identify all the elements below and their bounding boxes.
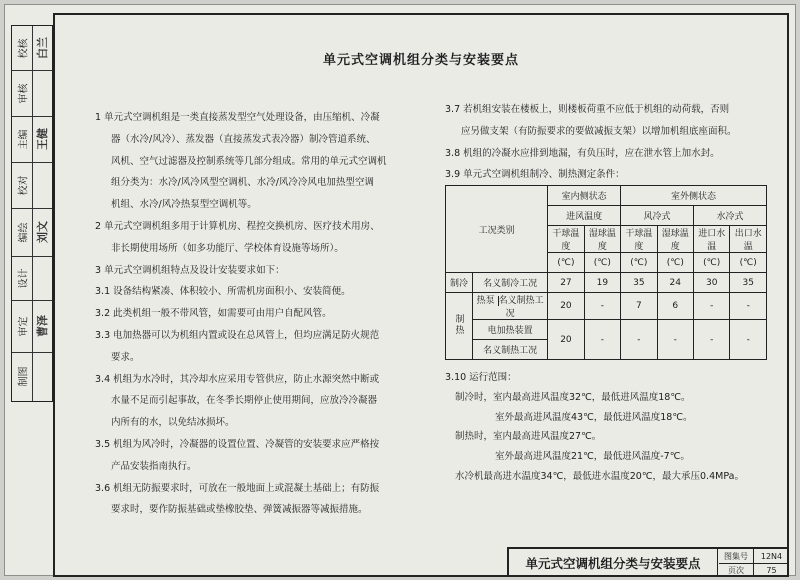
note-line: 1 单元式空调机组是一类直接蒸发型空气处理设备，由压缩机、冷凝 [95,112,380,123]
table-header-watercool: 水冷式 [694,206,767,226]
signoff-role: 校对 [12,162,33,208]
page-number-value: 75 [766,565,777,575]
signoff-cell [12,26,52,71]
table-cell: 35 [621,273,657,293]
drawing-frame [53,13,789,577]
signoff-cell [12,116,52,163]
signoff-cell [12,256,52,301]
title-block-name: 单元式空调机组分类与安装要点 [509,549,718,577]
signoff-role: 校核 [12,26,33,70]
table-cell: 35 [730,273,767,293]
signoff-signature: 白兰 [36,37,49,59]
note-line: 3.6 机组无防振要求时，可放在一般地面上或混凝土基础上；有防振 [95,482,380,494]
signoff-cell [12,70,52,117]
operating-range-block [445,368,744,487]
table-unit: (℃) [548,253,584,273]
signoff-signature [32,162,52,208]
note-line: 机组、水冷/风冷热泵型空调机等。 [111,199,257,211]
note-line: 要求。 [111,351,140,363]
note-line: 3.4 机组为水冷时，其冷却水应采用专管供应，防止水源突然中断或 [95,373,380,385]
signoff-strip [11,25,53,402]
signoff-signature: 刘文 [36,221,49,243]
signoff-cell [12,162,52,209]
notes-right-column [445,99,737,186]
signoff-signature [32,256,52,300]
table-cell: - [584,320,620,360]
signoff-cell [12,300,52,353]
signoff-signature [32,352,52,401]
note-line: 应另做支架（有防振要求的要做减振支架）以增加机组底座面积。 [461,125,737,137]
signoff-cell [12,208,52,257]
note-line: 非长期使用场所（如多功能厅、学校体育设施等场所）。 [111,242,344,254]
note-line: 3.9 单元式空调机组制冷、制热测定条件： [445,169,625,181]
table-cell: - [730,293,767,320]
signoff-role: 审定 [12,300,33,352]
signoff-role: 设计 [12,256,33,300]
table-group-cooling: 制冷 [446,273,473,293]
note-line: 3 单元式空调机组特点及设计安装要求如下： [95,264,285,276]
table-cell: - [730,320,767,360]
signoff-role: 编绘 [12,208,33,256]
table-unit: (℃) [730,253,767,273]
drawing-sheet [4,4,796,576]
note-line: 组分类为：水冷/风冷风型空调机、水冷/风冷冷风电加热型空调 [111,177,374,189]
atlas-number-label: 图集号 [719,549,754,564]
table-cell: - [657,320,693,360]
range-line: 室外最高进风温度21℃，最低进风温度-7℃。 [495,451,690,463]
signoff-role: 主编 [12,116,33,162]
range-line: 制热时，室内最高进风温度27℃。 [455,431,602,443]
table-row-name: 名义制冷工况 [473,273,548,293]
table-cell: 24 [657,273,693,293]
notes-left-column [95,107,387,521]
table-group-heating: 制热 [446,293,473,360]
table-header-outdoor: 室外侧状态 [621,186,767,206]
table-header-indoor: 室内侧状态 [548,186,621,206]
table-sub-header: 干球温度 [621,226,657,253]
note-line: 产品安装指南执行。 [111,460,197,472]
table-header-aircool: 风冷式 [621,206,694,226]
table-sub-header: 湿球温度 [657,226,693,253]
signoff-cell [12,352,52,401]
signoff-signature: 王健 [36,128,49,150]
table-cell: 20 [548,320,584,360]
table-cell: 27 [548,273,584,293]
table-sub-header: 出口水温 [730,226,767,253]
range-line: 水冷机最高进水温度34℃，最低进水温度20℃，最大承压0.4MPa。 [455,470,744,482]
signoff-role: 审核 [12,70,33,116]
table-cell: 6 [657,293,693,320]
title-block [507,547,789,577]
note-line: 3.3 电加热器可以为机组内置或设在总风管上，但均应满足防火规范 [95,329,380,341]
signoff-role: 制图 [12,352,33,401]
signoff-signature: 曹泽 [36,315,49,337]
table-cell: - [694,293,730,320]
table-header-inlet: 进风温度 [548,206,621,226]
note-line: 2 单元式空调机组多用于计算机房、程控交换机房、医疗技术用房、 [95,220,380,232]
table-unit: (℃) [657,253,693,273]
table-unit: (℃) [584,253,620,273]
table-cell: 19 [584,273,620,293]
table-sub-header: 干球温度 [548,226,584,253]
note-line: 3.5 机组为风冷时，冷凝器的设置位置、冷凝管的安装要求应严格按 [95,438,380,450]
note-line: 器（水冷/风冷）、蒸发器（直接蒸发式表冷器）制冷管道系统、 [111,133,376,145]
table-cell: 20 [548,293,584,320]
range-line: 制冷时，室内最高进风温度32℃，最低进风温度18℃。 [455,391,691,403]
note-line: 风机、空气过滤器及控制系统等几部分组成。常用的单元式空调机 [111,155,387,167]
page-title: 单元式空调机组分类与安装要点 [322,53,519,68]
note-line: 要求时，要作防振基础或垫橡胶垫、弹簧减振器等减振措施。 [111,504,368,516]
range-line: 3.10 运行范围： [445,372,517,383]
test-conditions-table [445,185,767,360]
table-cell: - [584,293,620,320]
table-row-name: 电加热装置 [473,320,548,340]
note-line: 3.8 机组的冷凝水应排到地漏，有负压时，应在泄水管上加水封。 [445,147,720,159]
atlas-number-value: 12N4 [754,549,789,564]
table-unit: (℃) [621,253,657,273]
table-cell: - [621,320,657,360]
table-sub-header: 湿球温度 [584,226,620,253]
table-cell: 30 [694,273,730,293]
signoff-signature [32,70,52,116]
note-line: 3.1 设备结构紧凑、体积较小、所需机房面积小、安装简便。 [95,286,351,298]
table-unit: (℃) [694,253,730,273]
note-line: 内所有的水，以免结冰损坏。 [111,417,235,429]
table-cell: - [694,320,730,360]
table-sub-header: 进口水温 [694,226,730,253]
table-cell: 7 [621,293,657,320]
range-line: 室外最高进风温度43℃，最低进风温度18℃。 [495,411,693,423]
page-number-label: 页次 [719,563,754,577]
note-line: 3.7 若机组安装在楼板上，则楼板荷重不应低于机组的动荷载，否则 [445,104,730,115]
note-line: 水量不足而引起事故，在冬季长期停止使用期间，应放冷冷凝器 [111,395,378,407]
table-header-mode: 工况类别 [446,186,548,273]
note-line: 3.2 此类机组一般不带风管，如需要可由用户自配风管。 [95,308,332,320]
table-row-name: 热泵 名义制热工况 [473,293,548,320]
table-row-name: 名义制热工况 [473,340,548,360]
